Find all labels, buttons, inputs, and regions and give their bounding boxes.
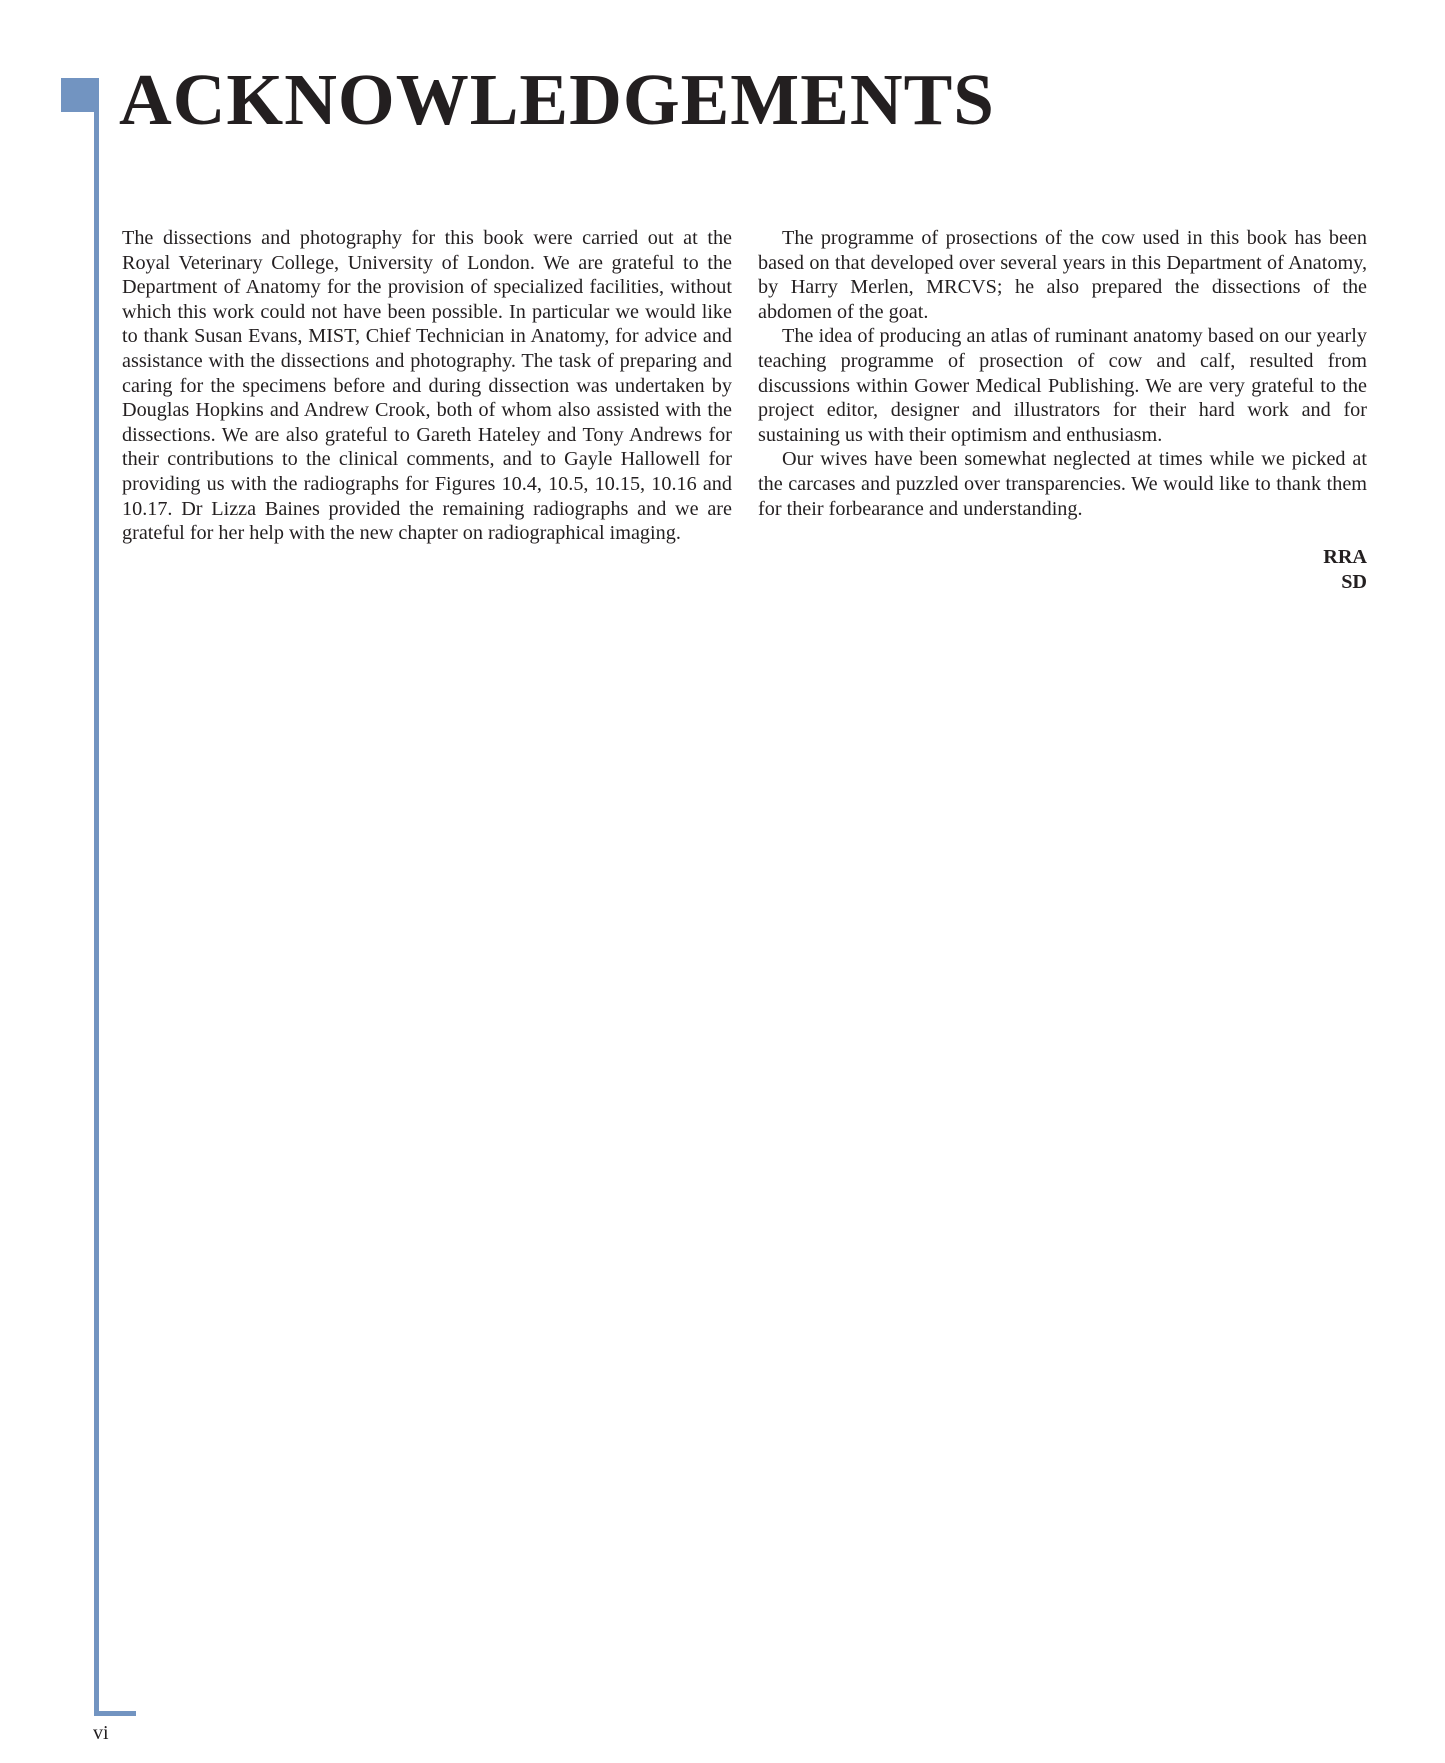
accent-square: [61, 78, 95, 112]
paragraph: The programme of prosections of the cow used in this book has been based on that developed over several years in this Department of Anatomy, by Harry Merlen, MRCVS; he also prepared the dissections of the abdomen of the goat.: [758, 227, 1367, 323]
right-column: [758, 226, 1367, 594]
page-title: ACKNOWLEDGEMENTS: [119, 59, 995, 140]
page-number: vi: [93, 1722, 109, 1744]
accent-rule-horizontal: [94, 1711, 136, 1716]
paragraph: The idea of producing an atlas of ruminant anatomy based on our yearly teaching programme of prosection of cow and calf, resulted from discussions within Gower Medical Publishing. We are very grateful to the project editor, designer and illustrators for their hard work and for sustaining us with their optimism and enthusiasm.: [758, 325, 1367, 446]
left-column: [122, 226, 732, 546]
signature-initials: SD: [1341, 570, 1367, 593]
paragraph: The dissections and photography for this book were carried out at the Royal Veterinary College, University of London. We are grateful to the Department of Anatomy for the provision of specialized facilities, without which this work could not have been possible. In particular we would like to thank Susan Evans, MIST, Chief Technician in Anatomy, for advice and assistance with the dissections and photography. The task of preparing and caring for the specimens before and during dissection was undertaken by Douglas Hopkins and Andrew Crook, both of whom also assisted with the dissections. We are also grateful to Gareth Hateley and Tony Andrews for their contributions to the clinical comments, and to Gayle Hallowell for providing us with the radiographs for Figures 10.4, 10.5, 10.15, 10.16 and 10.17. Dr Lizza Baines provided the remaining radiographs and we are grateful for her help with the new chapter on radiographical imaging.: [122, 227, 732, 545]
signature-initials: RRA: [1323, 546, 1367, 569]
accent-rule-vertical: [94, 78, 99, 1716]
signatures: [758, 545, 1367, 594]
paragraph: Our wives have been somewhat neglected at times while we picked at the carcases and puzzled over transparencies. We would like to thank them for their forbearance and understanding.: [758, 448, 1367, 520]
